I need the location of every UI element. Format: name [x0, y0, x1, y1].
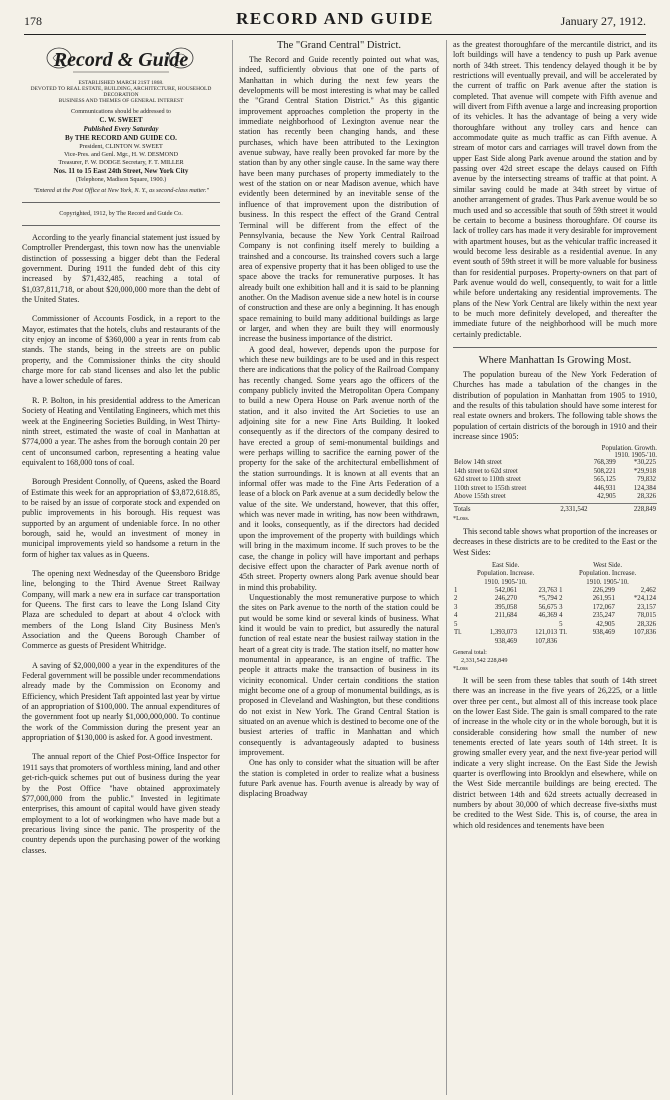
- divider: [22, 225, 220, 226]
- publisher-line: By THE RECORD AND GUIDE CO.: [65, 134, 177, 142]
- paragraph: Borough President Connolly, of Queens, asked the Board of Estimate this week for an appropriation of $3,872,618.85, to be raised by an issue of corporate stock and expended on public improvements in his borough. His request was supported by an argument of undeniable force. In no other borough, said he, would an investment of money in municipal improvements yield so handsome a return in the form of higher tax values as in Queens.: [22, 477, 220, 559]
- copyright-line: Copyrighted, 1912, by The Record and Guide Co.: [59, 210, 183, 217]
- table-cell: 261,951: [592, 595, 615, 603]
- table-row: [453, 612, 657, 620]
- paragraph: One has only to consider what the situation will be after the station is completed in order to realize what a business future Park avenue has. Fourth avenue is already by way of displacing Broadway: [239, 758, 439, 799]
- table-cell: 226,299: [592, 587, 615, 595]
- article-heading: The "Grand Central" District.: [276, 40, 402, 51]
- issue-date: January 27, 1912.: [560, 14, 646, 28]
- paragraph: A saving of $2,000,000 a year in the expenditures of the Federal government will be possible under recommendations already made by the Commission on Economy and Efficiency, which President Taft appointed last year by virtue of an appropriation of $100,000. The annual expenditures of the government foot up nearly $1,000,000,000. To continue the work of the Commission during the present year an appropriation of $130,000 is asked for. A good investment.: [22, 660, 220, 743]
- table-cell: 228,849: [633, 506, 656, 514]
- table-cell: 5: [559, 620, 563, 628]
- table-cell: [469, 621, 518, 629]
- table-cell: 565,125: [593, 476, 616, 484]
- table-header: Population. Growth.: [601, 445, 657, 453]
- divider: [453, 347, 657, 348]
- table-cell: 938,469: [494, 637, 517, 645]
- column-right: [446, 40, 657, 1095]
- population-total: [453, 506, 657, 514]
- table-cell: 1: [559, 587, 563, 595]
- table-cell: 42,905: [596, 620, 615, 628]
- table-cell: *29,918: [633, 467, 656, 475]
- paragraph: The population bureau of the New York Federation of Churches has made a tabulation of the changes in the distribution of population in Manhattan from 1905 to 1910, and the results of this tabulation should have some interest for real estate owners and brokers. The following table shows the population of certain districts of the borough in 1910 and their increase since 1905:: [453, 369, 657, 442]
- table-cell: 395,058: [494, 603, 517, 611]
- table-row: [453, 587, 657, 595]
- table-cell: Tl.: [454, 629, 462, 637]
- table-cell: Above 155th street: [454, 493, 506, 500]
- table-cell: 4: [559, 612, 563, 620]
- page-number: 178: [24, 14, 42, 28]
- table-cell: *24,124: [633, 595, 656, 603]
- publication-title: RECORD AND GUIDE: [236, 9, 434, 28]
- table-row: [453, 604, 657, 612]
- table-cell: 28,326: [637, 493, 656, 500]
- table-cell: Population. Increase.: [476, 570, 535, 578]
- table-row: [453, 459, 657, 467]
- table-cell: 508,221: [593, 467, 616, 475]
- table-cell: 4: [454, 612, 458, 620]
- table-cell: 110th street to 155th street: [454, 484, 527, 492]
- table-cell: 56,675: [538, 603, 558, 611]
- table-cell: Below 14th street: [454, 459, 502, 467]
- communications-line: Communications should be addressed to: [70, 108, 172, 115]
- table-cell: Totals: [454, 506, 471, 514]
- table-cell: East Side.: [491, 561, 520, 569]
- table-cell: 121,013: [535, 629, 558, 637]
- record-guide-logo-icon: [31, 40, 211, 80]
- table-subheader: 1910. 1905-'10.: [614, 452, 657, 460]
- masthead-logo: [22, 40, 220, 104]
- table-cell: 938,469: [592, 629, 615, 637]
- general-total-label: General total:: [453, 648, 487, 656]
- table-row: [453, 468, 657, 476]
- column-left: [22, 40, 220, 1095]
- paragraph: According to the yearly financial statement just issued by Comptroller Prendergast, this town now has the unenviable distinction of possessing a bigger debt than the Federal government. During 1911 the funded debt of this city increased by $71,432,485, reaching a total of $1,037,811,718, or about $20,000,000 more than the debt of the United States.: [22, 233, 220, 305]
- article-heading: Where Manhattan Is Growing Most.: [478, 354, 632, 366]
- table-cell: 78,015: [637, 612, 656, 620]
- table-row: [453, 570, 657, 578]
- table-cell: 211,684: [495, 612, 517, 620]
- loss-note: *Loss.: [453, 514, 470, 522]
- general-total: 2,331,542 228,849: [461, 656, 508, 664]
- paragraph: The annual report of the Chief Post-Office Inspector for 1911 says that promoters of worthless mining, land and other get-rich-quick schemes put out of business during the year by the Post Office "have obtained approximately $77,000,000 from the public." Invested in legitimate enterprises, this amount of capital would have given steady employment to a lot of workingmen who have made but a precarious living since the panic. The prosperity of the country depends upon the purchasing power of the working classes.: [22, 752, 220, 855]
- table-cell: 23,763: [538, 587, 558, 595]
- table-cell: 3: [454, 603, 458, 611]
- logo-text: Record & Guide: [53, 49, 189, 71]
- officers-line: Treasurer, F. W. DODGE Secretary, F. T. MILLER: [58, 159, 184, 166]
- table-cell: 28,326: [637, 620, 656, 628]
- entered-line: "Entered at the Post Office at New York, N. Y., as second-class matter.": [33, 187, 209, 194]
- page-header: [24, 8, 646, 35]
- table-cell: *5,794: [538, 595, 558, 603]
- table-row: [453, 562, 657, 570]
- table-cell: 246,270: [494, 595, 517, 603]
- table-row: [453, 476, 657, 484]
- table-cell: *30,225: [633, 459, 656, 467]
- table-row: [453, 638, 657, 646]
- table-row: [453, 621, 657, 629]
- published-line: Published Every Saturday: [83, 125, 159, 133]
- table-cell: 23,157: [637, 603, 656, 611]
- table-cell: 2: [559, 595, 563, 603]
- paragraph: It will be seen from these tables that south of 14th street there was an increase in the five years of 26,225, or a little over three per cent., but almost all of this increase took place on the lower East Side. The gain is small compared to the rate of increase in the whole city or in the whole borough, but it is considerable considering how small the number of new tenements erected of late years south of 14th street. It is growing smaller every year, and the next five-year period will indicate a very slight increase. On the East Side the Jewish quarter is overflowing into Brooklyn and elsewhere, while on the West Side mercantile buildings are being erected. The district between 14th and 62d streets actually decreased in numbers by about 30,000 of which decrease five-sixths must be credited to the West Side. This is, of course, the area in which old residences and tenements have been: [453, 675, 657, 830]
- table-cell: Tl.: [559, 629, 567, 637]
- table-cell: 5: [454, 620, 458, 628]
- population-table: [453, 459, 657, 501]
- table-cell: 2: [454, 595, 458, 603]
- table-row: [453, 629, 657, 637]
- table-cell: 235,247: [592, 612, 615, 620]
- established-line: ESTABLISHED MARCH 21ST 1868.: [78, 80, 164, 86]
- table-cell: [518, 621, 558, 629]
- table-cell: 2,462: [640, 587, 656, 595]
- address-line: Nos. 11 to 15 East 24th Street, New York City: [53, 167, 189, 175]
- table-cell: 124,384: [633, 484, 656, 492]
- divider: [453, 503, 657, 504]
- table-cell: West Side.: [593, 561, 623, 569]
- table-cell: 1910. 1905-'10.: [484, 578, 527, 586]
- table-cell: 79,832: [637, 476, 656, 484]
- table-cell: 107,836: [535, 637, 558, 645]
- paragraph: A good deal, however, depends upon the purpose for which these new buildings are to be used and in this respect there are indications that the policy of the Railroad Company has recently changed. Some years ago the officers of the company publicly invited the Metropolitan Opera Company to build a new Opera House on Park avenue north of the station, and it also invited the Art Societies to use an adjoining site for a new Fine Arts Building. It looked consequently as if the directors of the company desired to have erected a group of semi-monumental buildings and were perhaps willing to sacrifice the earning power of the property for the sake of the architectural embellishment of the station surroundings. It is known at all events that an informal offer was made to the Fine Arts Federation of a lease of a block on Park avenue at a sum decidedly below the value of the site. We understand, however, that this offer, which was never made in writing, has now been withdrawn, and it looks, consequently, as if the directors had decided upon the improvement of the property with buildings which will bring in the maximum income. If such proves to be the case, the change in policy will have important and perhaps decisive effect upon the character of Park avenue north of 45th street. Property owners along Park avenue should bear in mind this probability.: [239, 344, 439, 592]
- paragraph: R. P. Bolton, in his presidential address to the American Society of Heating and Ventilating Engineers, which met this week at the Engineering Societies Building, in West Thirty-ninth street, estimated the waste of coal in Manhattan at $774,000 a year. The ashes from the borough contain 20 per cent of unconsumed carbon, representing a heating value equivalent to 168,000 tons of coal.: [22, 395, 220, 467]
- paragraph: Commissioner of Accounts Fosdick, in a report to the Mayor, estimates that the hotels, clubs and restaurants of the city enjoy an income of $360,000 a year in rents from cab stands. The stands, being in the streets are on public property, and the Commissioner thinks the city should charge more for cab stand licenses and also let the public have a lower schedule of fares.: [22, 314, 220, 386]
- president-line: President, CLINTON W. SWEET: [79, 143, 163, 150]
- table-cell: 768,399: [593, 459, 616, 467]
- table-row: [453, 595, 657, 603]
- table-row: [453, 485, 657, 493]
- table-cell: 46,369: [538, 612, 558, 620]
- table-row: [453, 506, 657, 514]
- table-row: [453, 493, 657, 501]
- table-cell: 2,331,542: [560, 506, 588, 514]
- paragraph: The Record and Guide recently pointed out what was, indeed, sufficiently obvious that one of the parts of Manhattan in which during the next few years the developments will be most interesting is what may be called the "Grand Central Station District." As this gigantic improvement approaches completion the property in the immediate neighborhood of Lexington avenue near the station has recently been changing hands, and these purchases, which have been attributed to the Lexington avenue subway, have really been provoked far more by the station than by any other single cause. In the same way there have been many purchases of property immediately to the west of the station on or near Madison avenue, which have evidently been determined by an inevitable sense of the influence of that improvement upon the distribution of business. In this respect the effect of the Grand Central Terminal will be different from the effect of the Pennsylvania, because the New York Central Railroad Company is not confining itself merely to building a trainshed and a concourse. Its trainshed covers such a large area of expensive property that it has been obliged to use the space above the tracks for remunerative purposes. It has already built one exhibition hall and it is said to be planning another. On the Madison avenue side a new hotel is in course of construction and these are only a beginning. It has enough space remaining to build many additional buildings as large or larger, and when they are built they will enormously increase the business importance of the district.: [239, 55, 439, 344]
- paragraph: Unquestionably the most remunerative purpose to which the sites on Park avenue to the north of the station could be put would be some kind or several kinds of business. What kind it would be vain to predict, but assuredly the natural function of real estate near the busiest railway station in the heart of a great city is trade. The station itself, no matter how monumental in appearance, is an engine of traffic. The people it attracts make the transaction of business in its vicinity economical. Under certain conditions the station might become one of a group of monumental buildings, as is proposed in Cleveland and Washington, but these conditions do not exist in New York. The Grand Central Station is situated on an avenue which is destined to become one of the busiest arteries of traffic in Manhattan and which consequently is advantageously adapted to business improvement.: [239, 592, 439, 758]
- table-cell: 3: [559, 603, 563, 611]
- column-middle: [232, 40, 439, 1095]
- table-cell: 446,931: [593, 484, 616, 492]
- paragraph: This second table shows what proportion of the increases or decreases in these districts are to be credited to the East or the West Sides:: [453, 526, 657, 557]
- east-west-table: [453, 562, 657, 646]
- editor-name: C. W. SWEET: [99, 116, 143, 124]
- table-cell: 1910. 1905-'10.: [586, 578, 629, 586]
- paragraph: as the greatest thoroughfare of the mercantile district, and its loft buildings will have a tendency to push up Park avenue north of 34th street. This tendency delayed though it be by restrictions will eventually prevail, and will be accelerated by the current of traffic on Park avenue after the station is completed. That avenue will compete with Fifth avenue and will divert from Fifth avenue a large and increasing proportion of its vehicles. It has the advantage of being a very wide thoroughfare without any trolley cars and hence can accommodate quite as much traffic as can Fifth avenue. A stream of motor cars and carriages will travel down from the upper East Side along Park avenue around the station and by passing over 42d street escape the delays caused on Fifth avenue by the intersecting streams of traffic at that point. A similar saving could be made at 34th street by virtue of another arrangement of grades. Thus Park avenue would be so much used and so accessible that south of 59th street it would be certain to become a business thoroughfare. Of course its lack of trolley cars has made it very desirable for improvement with apartment houses, but as the vehicular traffic increased it would become less desirable as a residential avenue. In any event south of 59th street it will be more valuable for business than for residential purposes. Property-owners on that part of Park avenue would do well, consequently, to wait for a little while before undertaking any residential improvements. The plans of the New York Central are likely within the next year to be much more definitely developed, and thereafter the immediate future of the neighborhood will be much more certainly predictable.: [453, 40, 657, 339]
- loss-note: *Loss: [453, 664, 468, 672]
- table-cell: 107,836: [633, 629, 656, 637]
- table-cell: 14th street to 62d street: [454, 467, 518, 475]
- table-cell: 542,061: [494, 587, 517, 595]
- table-cell: 1: [454, 587, 458, 595]
- table-cell: Population. Increase.: [578, 570, 637, 578]
- devoted-line-1: DEVOTED TO REAL ESTATE, BUILDING, ARCHITECTURE, HOUSEHOLD DECORATION: [30, 86, 212, 98]
- table-cell: 42,905: [597, 493, 616, 500]
- table-cell: 1,393,073: [489, 629, 517, 637]
- table-cell: 62d street to 110th street: [454, 476, 521, 484]
- table-cell: 172,067: [592, 603, 615, 611]
- paragraph: The opening next Wednesday of the Queensboro Bridge line, belonging to the Third Avenue Street Railway Company, will mark a new era in surface car transportation for Queens. The first cars to leave the Long Island City Plaza are scheduled to depart at about 4 o'clock with members of the Long Island City Business Men's Association and the Queens Borough Chamber of Commerce as guests of President Whitridge.: [22, 568, 220, 651]
- vicepres-line: Vice-Pres. and Genl. Mgr., H. W. DESMOND: [63, 151, 179, 158]
- devoted-line-2: BUSINESS AND THEMES OF GENERAL INTEREST: [58, 98, 184, 104]
- telephone-line: (Telephone, Madison Square, 1900.): [75, 176, 167, 183]
- table-row: [453, 579, 657, 587]
- divider: [22, 202, 220, 203]
